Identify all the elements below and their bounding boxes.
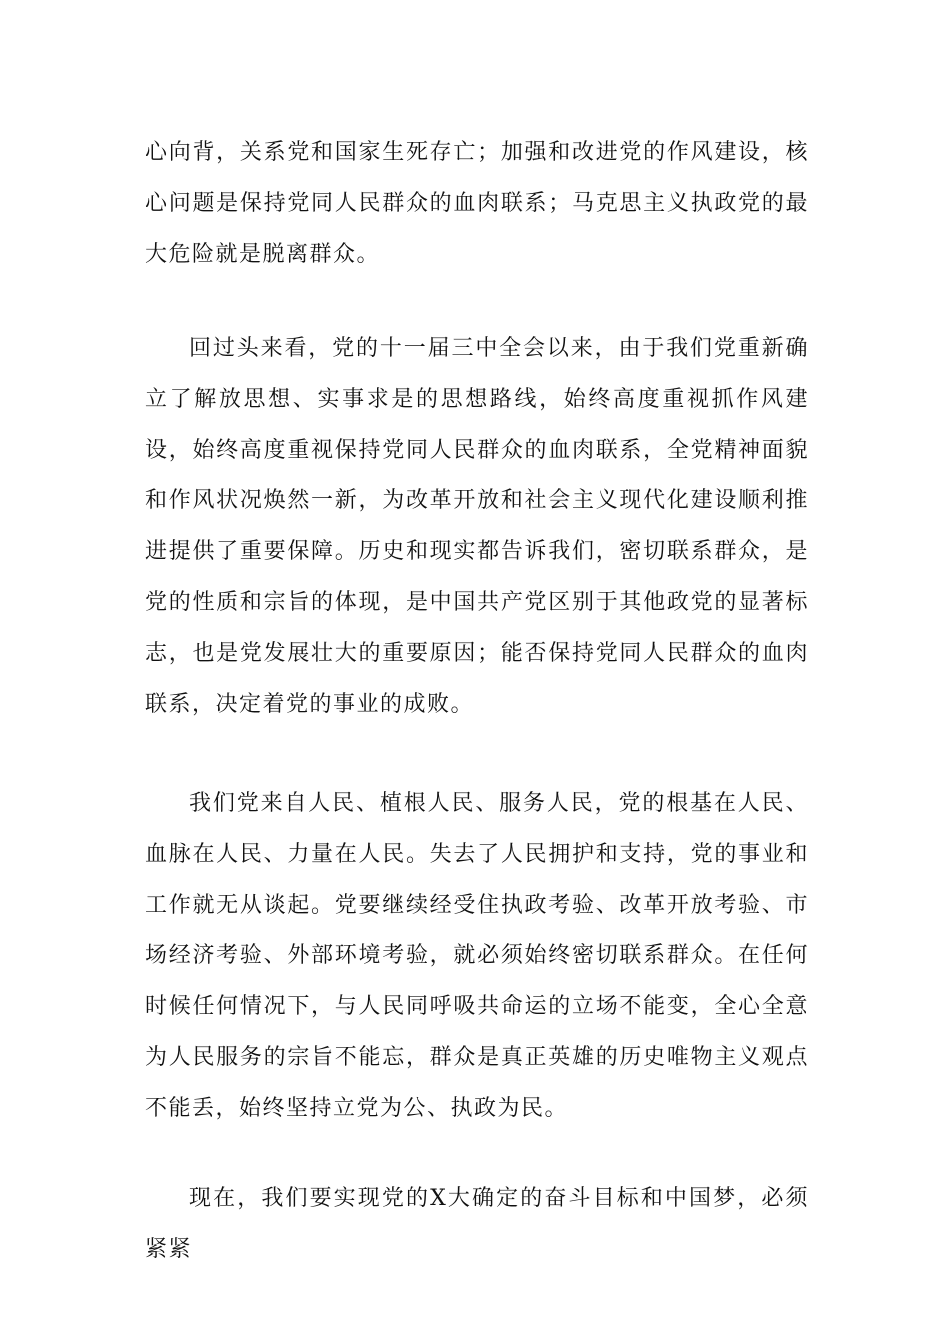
paragraph-4: 现在，我们要实现党的X大确定的奋斗目标和中国梦，必须紧紧	[145, 1186, 809, 1262]
paragraph-3: 我们党来自人民、植根人民、服务人民，党的根基在人民、血脉在人民、力量在人民。失去了人民拥护和支持，党的事业和工作就无从谈起。党要继续经受住执政考验、改革开放考验、市场经济考验、外部环境考验，就必须始终密切联系群众。在任何时候任何情况下，与人民同呼吸共命运的立场不能变，全心全意为人民服务的宗旨不能忘，群众是真正英雄的历史唯物主义观点不能丢，始终坚持立党为公、执政为民。	[145, 791, 809, 1121]
paragraph-1: 心向背，关系党和国家生死存亡；加强和改进党的作风建设，核心问题是保持党同人民群众的血肉联系；马克思主义执政党的最大危险就是脱离群众。	[145, 140, 809, 267]
paragraph-2: 回过头来看，党的十一届三中全会以来，由于我们党重新确立了解放思想、实事求是的思想路线，始终高度重视抓作风建设，始终高度重视保持党同人民群众的血肉联系，全党精神面貌和作风状况焕然一新，为改革开放和社会主义现代化建设顺利推进提供了重要保障。历史和现实都告诉我们，密切联系群众，是党的性质和宗旨的体现，是中国共产党区别于其他政党的显著标志，也是党发展壮大的重要原因；能否保持党同人民群众的血肉联系，决定着党的事业的成败。	[145, 336, 809, 717]
